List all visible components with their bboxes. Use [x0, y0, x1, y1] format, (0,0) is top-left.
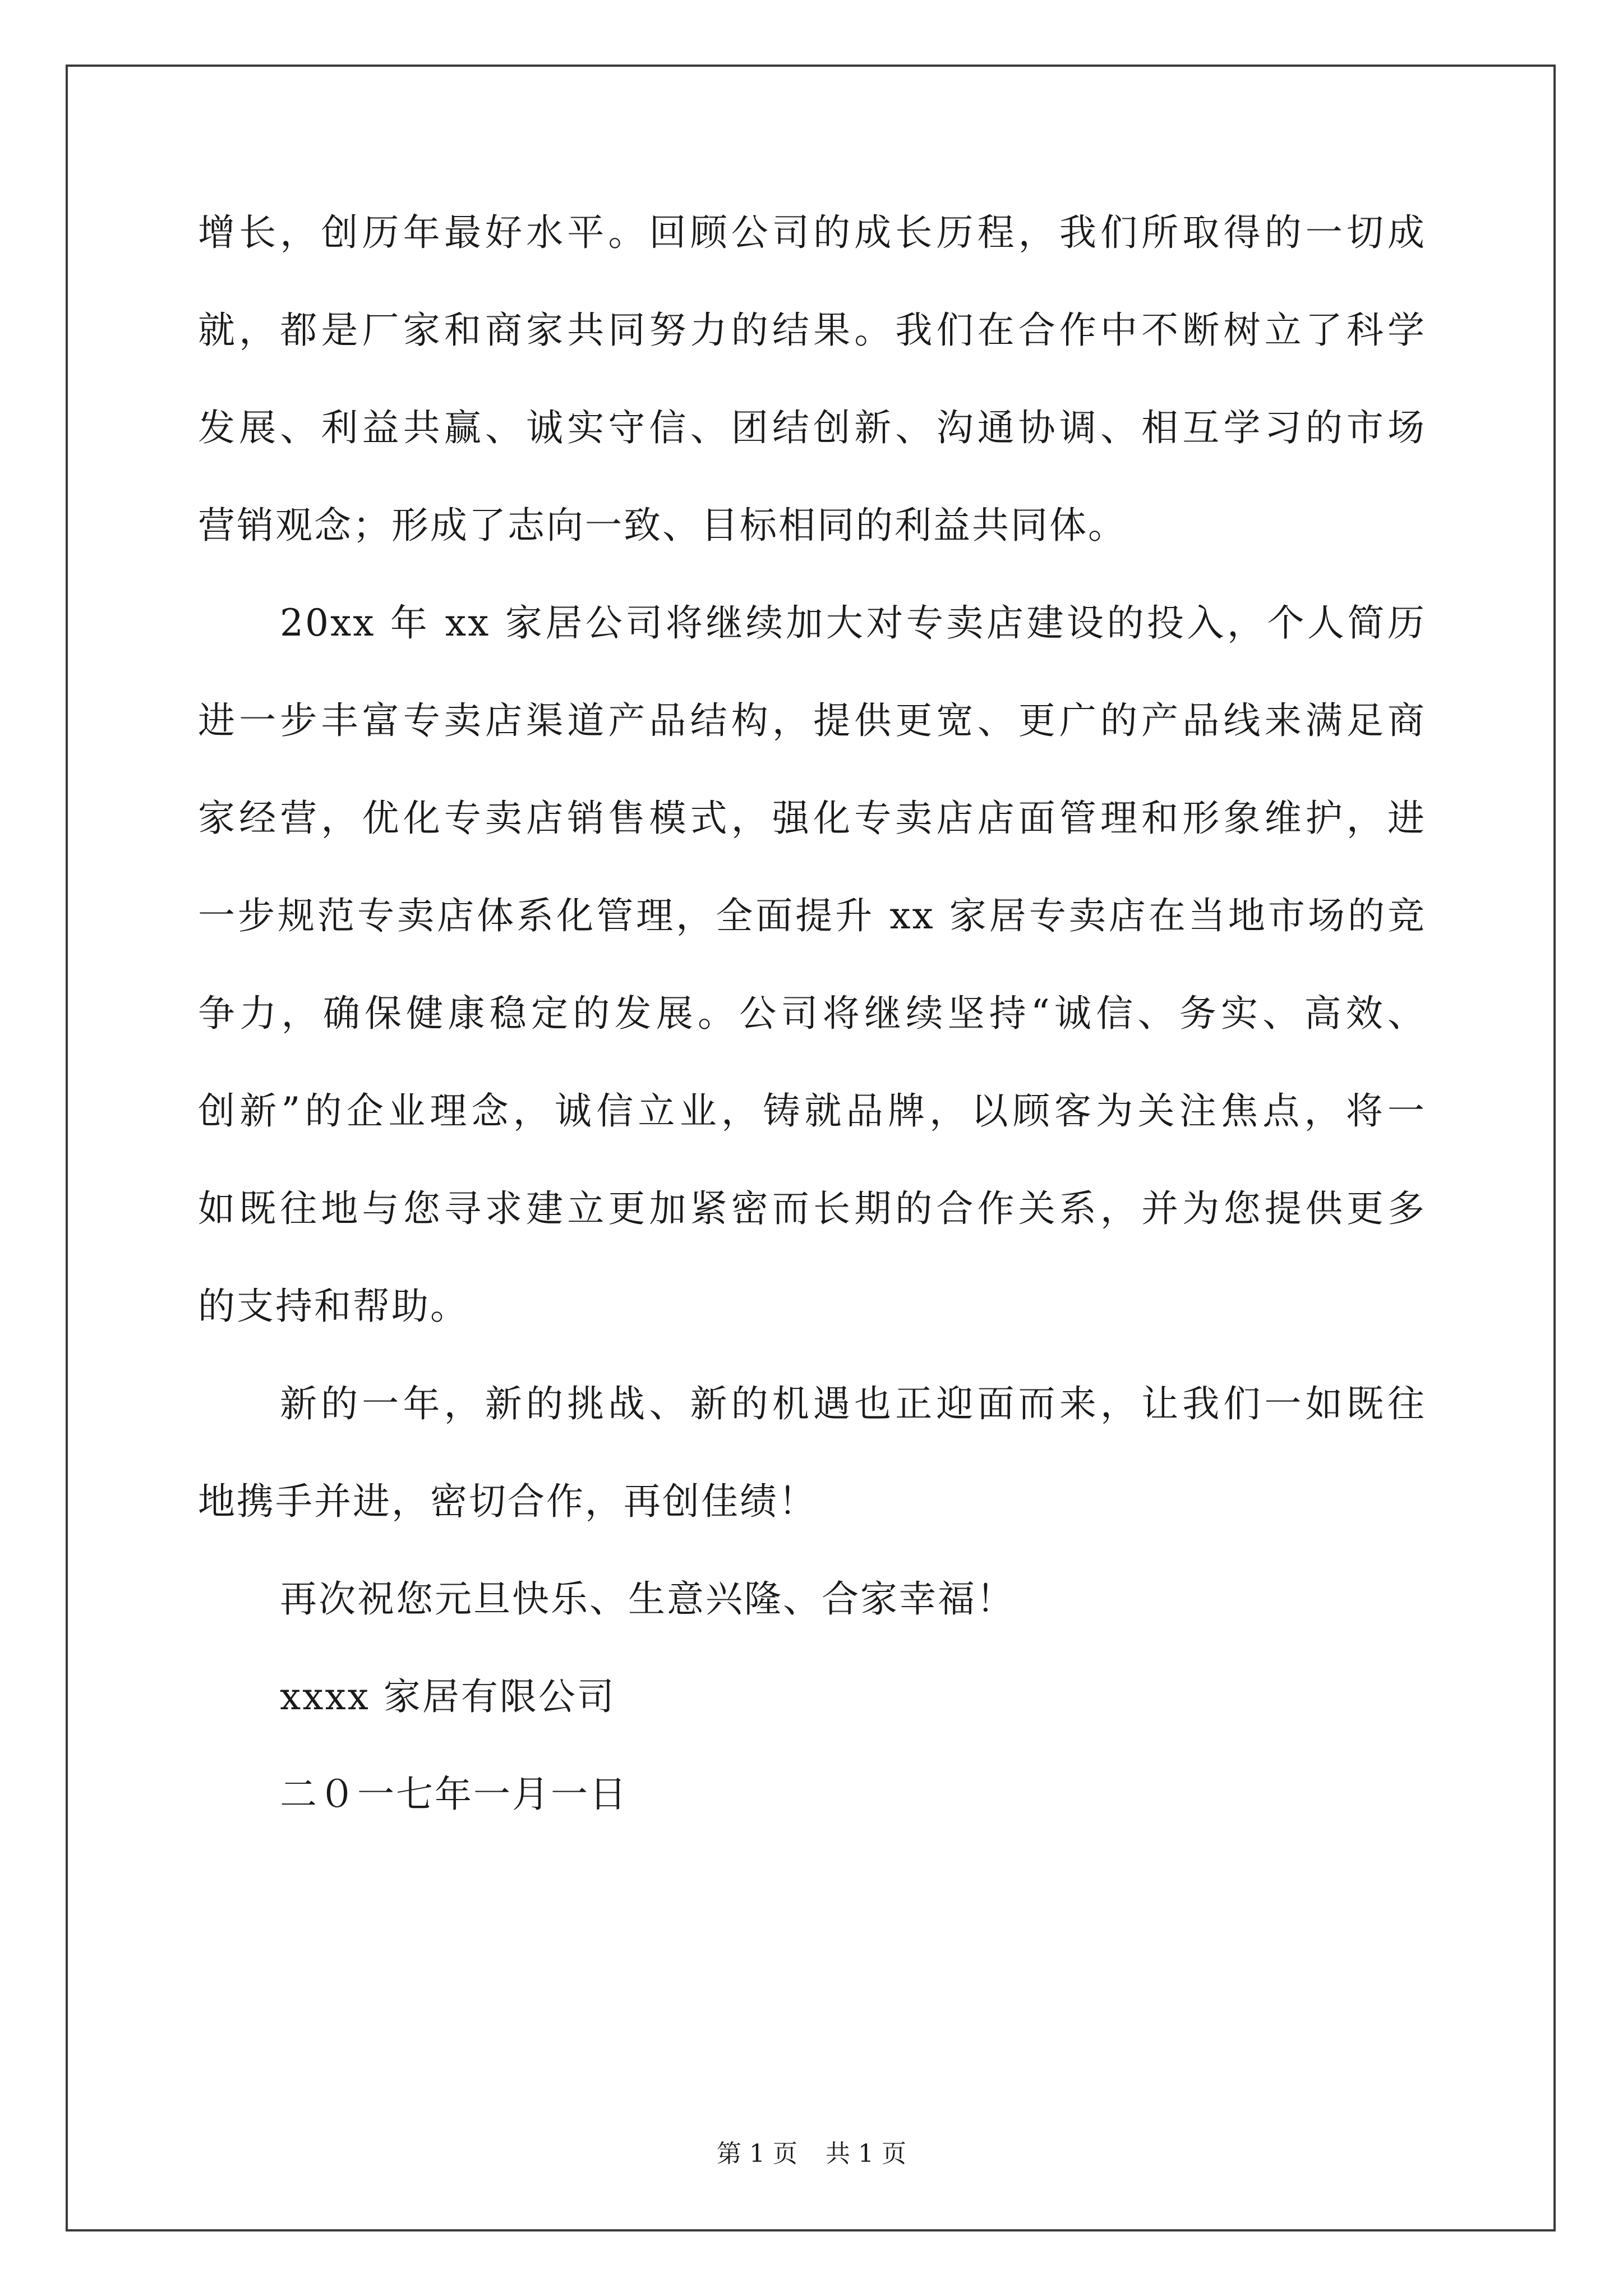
- paragraph-line: 创新”的企业理念，诚信立业，铸就品牌，以顾客为关注焦点，将一: [198, 1089, 1426, 1133]
- page-border: [66, 65, 1556, 2231]
- paragraph-line: 就，都是厂家和商家共同努力的结果。我们在合作中不断树立了科学: [198, 309, 1426, 352]
- page-footer: [0, 2137, 1623, 2171]
- paragraph-line: 的支持和帮助。: [198, 1285, 469, 1328]
- paragraph-line: 家经营，优化专卖店销售模式，强化专卖店店面管理和形象维护，进: [198, 797, 1426, 840]
- paragraph-line: 一步规范专卖店体系化管理，全面提升 xx 家居专卖店在当地市场的竞: [198, 894, 1426, 937]
- paragraph-line: 营销观念；形成了志向一致、目标相同的利益共同体。: [198, 504, 1127, 547]
- paragraph-line: 地携手并进，密切合作，再创佳绩！: [198, 1480, 817, 1523]
- signature-company: xxxx 家居有限公司: [280, 1675, 616, 1718]
- paragraph-line: 争力，确保健康稳定的发展。公司将继续坚持“诚信、务实、高效、: [198, 992, 1426, 1035]
- paragraph-line: 发展、利益共赢、诚实守信、团结创新、沟通协调、相互学习的市场: [198, 406, 1426, 449]
- paragraph-line: 新的一年，新的挑战、新的机遇也正迎面而来，让我们一如既往: [280, 1382, 1426, 1425]
- paragraph-line: 增长，创历年最好水平。回顾公司的成长历程，我们所取得的一切成: [198, 211, 1426, 254]
- paragraph-line: 如既往地与您寻求建立更加紧密而长期的合作关系，并为您提供更多: [198, 1187, 1426, 1230]
- paragraph-line: 进一步丰富专卖店渠道产品结构，提供更宽、更广的产品线来满足商: [198, 699, 1426, 742]
- signature-date: 二０一七年一月一日: [280, 1773, 628, 1816]
- paragraph-line: 20xx 年 xx 家居公司将继续加大对专卖店建设的投入，个人简历: [280, 601, 1426, 645]
- page-total: 共 1 页: [826, 2139, 906, 2168]
- greeting-line: 再次祝您元旦快乐、生意兴隆、合家幸福！: [280, 1577, 1015, 1621]
- page-number: 第 1 页: [717, 2139, 797, 2168]
